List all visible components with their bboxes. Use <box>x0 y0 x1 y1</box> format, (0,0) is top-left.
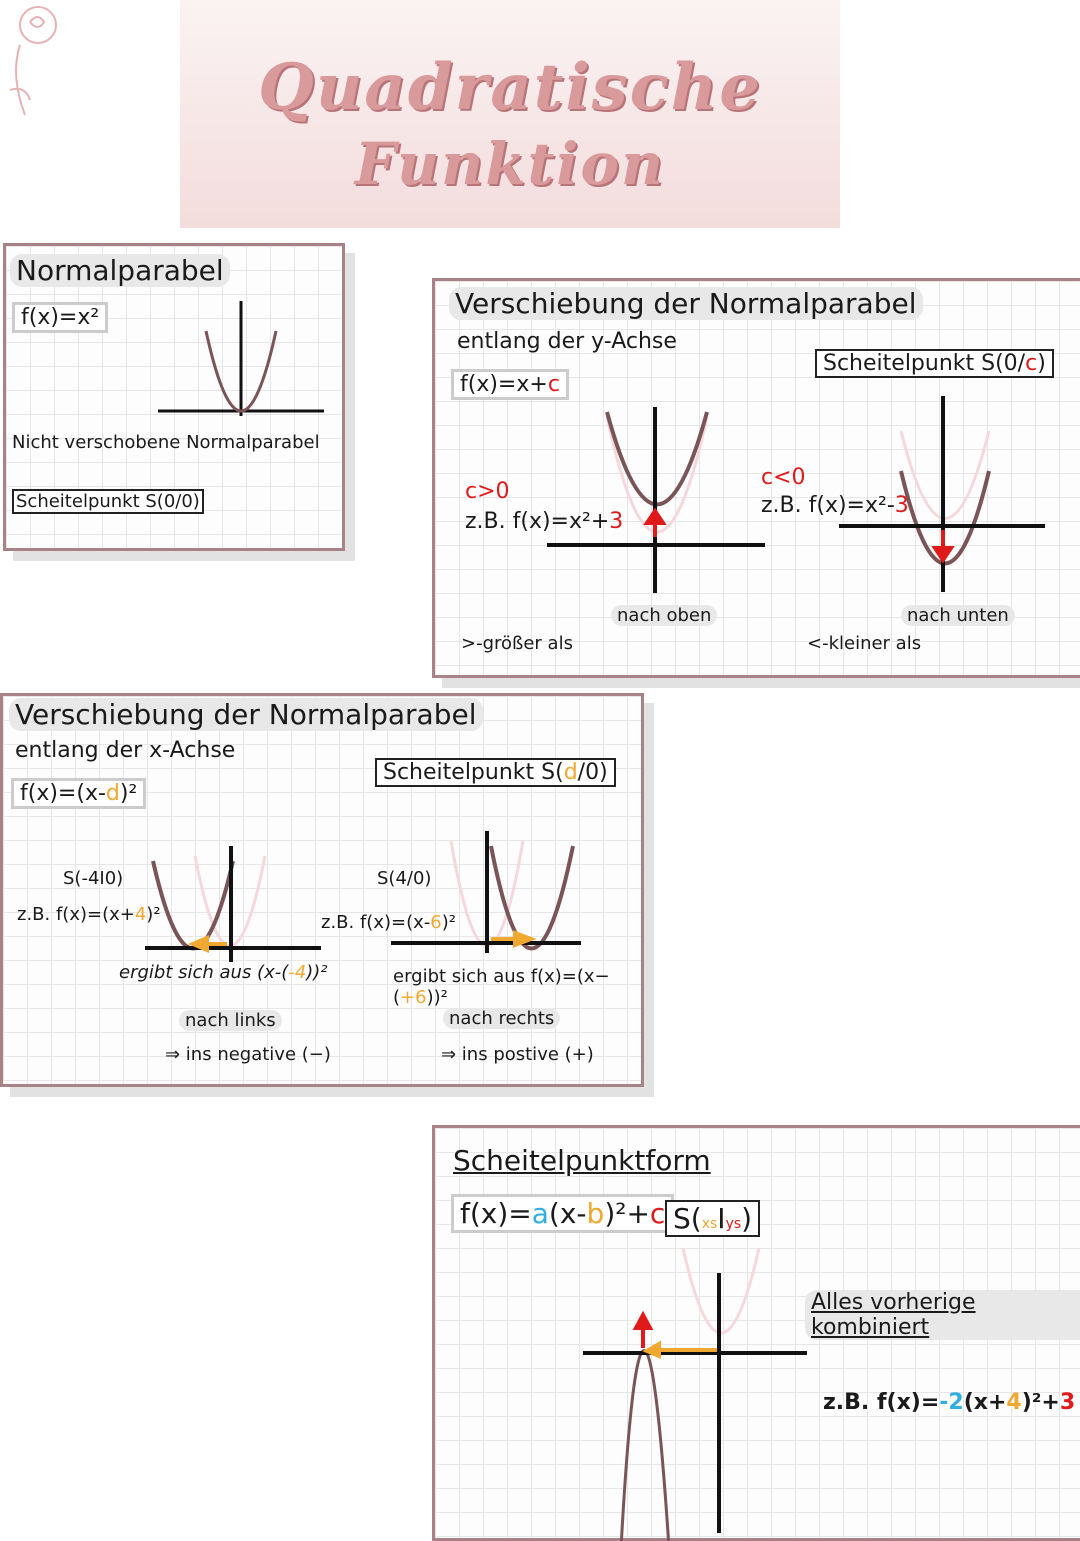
formula-d: d <box>105 781 120 806</box>
example-value: 6 <box>430 912 442 933</box>
rose-icon <box>0 0 70 130</box>
panel-heading: Scheitelpunktform <box>453 1144 711 1177</box>
combined-shift-graph <box>583 1248 813 1538</box>
derivation-text: ergibt sich aus (x-( <box>119 962 289 983</box>
right-shift-graph <box>391 831 583 956</box>
panel-heading: Verschiebung der Normalparabel <box>9 698 483 731</box>
combined-note: Alles vorherige kombiniert <box>805 1290 1080 1340</box>
left-vertex: S(-4I0) <box>63 868 124 889</box>
example-suffix: )² <box>441 912 456 933</box>
subheading: entlang der y-Achse <box>457 329 677 354</box>
vertex-suffix: ) <box>1037 351 1046 376</box>
down-shift-graph <box>839 396 1049 596</box>
vertex-box <box>665 1200 760 1237</box>
separator: I <box>717 1202 726 1235</box>
left-shift-graph <box>145 846 325 966</box>
title-line1: Quadratische <box>258 50 762 125</box>
normalparabel-panel <box>3 243 345 551</box>
formula-text: f(x)=x+ <box>460 372 548 397</box>
derivation-suffix: ))² <box>426 987 448 1008</box>
left-label: nach links <box>179 1010 282 1031</box>
example-text: z.B. f(x)=(x- <box>321 912 431 933</box>
s-suffix: ) <box>741 1202 753 1235</box>
example-value: 3 <box>609 509 624 534</box>
down-condition: c<0 <box>761 465 806 490</box>
right-derivation <box>393 966 641 1008</box>
left-derivation <box>119 962 327 983</box>
derivation-text: ergibt sich aus f(x)=(x−( <box>393 966 610 1008</box>
vertex-box <box>375 758 616 787</box>
example-c: 3 <box>1059 1390 1076 1415</box>
example-mid: (x+ <box>963 1390 1007 1415</box>
formula <box>11 778 146 809</box>
title-banner <box>180 0 840 228</box>
derivation-suffix: ))² <box>306 962 328 983</box>
down-legend: <-kleiner als <box>807 633 922 654</box>
formula: f(x)=x² <box>12 302 108 333</box>
vertex-form-formula <box>451 1194 674 1233</box>
left-note: ⇒ ins negative (−) <box>165 1044 331 1065</box>
formula-text: f(x)=(x- <box>20 781 106 806</box>
down-label: nach unten <box>901 605 1015 626</box>
panel-heading: Verschiebung der Normalparabel <box>449 287 923 320</box>
panel-heading: Normalparabel <box>10 254 230 287</box>
description: Nicht verschobene Normalparabel <box>12 432 320 453</box>
example-b: 4 <box>1006 1390 1022 1415</box>
example-mid2: )²+ <box>1021 1390 1060 1415</box>
example-text: z.B. f(x)=x²- <box>761 493 895 518</box>
mid-text: (x- <box>548 1197 587 1230</box>
right-note: ⇒ ins postive (+) <box>441 1044 594 1065</box>
f-text: f(x)= <box>460 1197 532 1230</box>
example-value: 4 <box>134 904 147 925</box>
vertex-c: c <box>1025 351 1038 376</box>
mid2-text: )²+ <box>604 1197 650 1230</box>
s-text: S( <box>673 1202 702 1235</box>
up-condition: c>0 <box>465 479 510 504</box>
right-label: nach rechts <box>443 1008 560 1029</box>
vertex-text: Scheitelpunkt S( <box>383 760 564 785</box>
param-a: a <box>531 1197 549 1230</box>
derivation-value: +6 <box>400 987 427 1008</box>
combined-example <box>823 1390 1075 1415</box>
ys: ys <box>725 1216 742 1232</box>
formula-suffix: )² <box>119 781 138 806</box>
formula <box>451 369 569 400</box>
vertex-suffix: /0) <box>577 760 608 785</box>
up-shift-graph <box>547 407 767 597</box>
xs: xs <box>701 1216 718 1232</box>
param-b: b <box>586 1197 605 1230</box>
example-value: 3 <box>894 493 909 518</box>
derivation-value: -4 <box>288 962 307 983</box>
param-c: c <box>649 1197 666 1230</box>
x-shift-panel <box>0 693 644 1087</box>
subheading: entlang der x-Achse <box>15 738 236 763</box>
vertex-box <box>815 349 1054 378</box>
vertex-box: Scheitelpunkt S(0/0) <box>12 489 204 514</box>
title-line2: Funktion <box>354 130 666 198</box>
example-suffix: )² <box>146 904 161 925</box>
y-shift-panel <box>432 278 1080 678</box>
up-label: nach oben <box>611 605 717 626</box>
vertex-text: Scheitelpunkt S(0/ <box>823 351 1026 376</box>
normalparabola-graph <box>156 301 326 416</box>
left-example <box>17 904 161 925</box>
right-vertex: S(4/0) <box>377 868 432 889</box>
example-text: z.B. f(x)= <box>823 1390 940 1415</box>
example-a: -2 <box>939 1390 964 1415</box>
up-legend: >-größer als <box>461 633 573 654</box>
vertex-d: d <box>563 760 578 785</box>
example-text: z.B. f(x)=x²+ <box>465 509 610 534</box>
example-text: z.B. f(x)=(x+ <box>17 904 135 925</box>
vertex-form-panel <box>432 1125 1080 1541</box>
formula-c: c <box>547 372 560 397</box>
